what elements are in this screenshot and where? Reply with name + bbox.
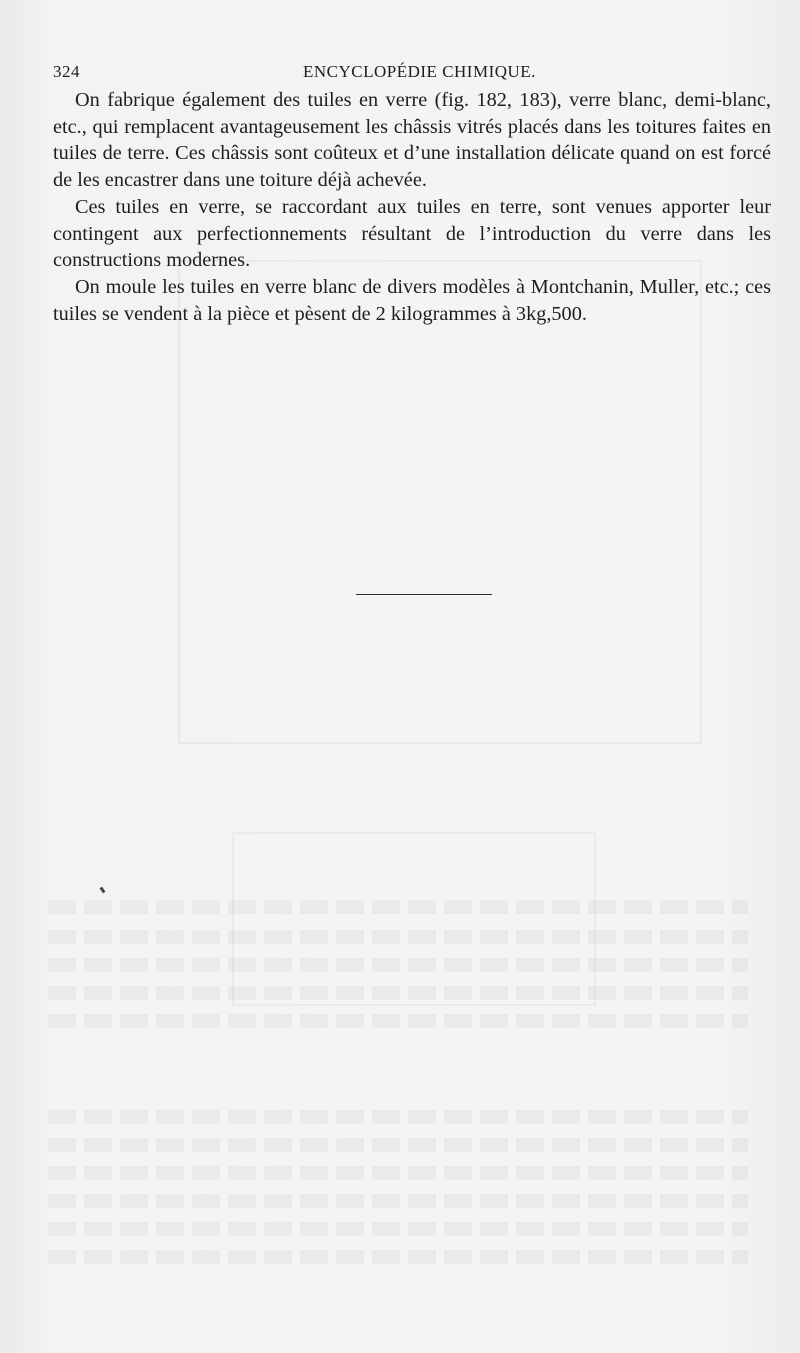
show-through-text-line <box>48 1250 748 1264</box>
show-through-text-line <box>48 1014 748 1028</box>
show-through-text-line <box>48 1194 748 1208</box>
show-through-text-line <box>48 1166 748 1180</box>
show-through-figure-lower <box>232 832 596 1006</box>
body-text <box>53 87 771 327</box>
show-through-figure-upper <box>178 260 702 744</box>
show-through-text-line <box>48 958 748 972</box>
page-number: 324 <box>53 62 80 81</box>
show-through-text-line <box>48 1138 748 1152</box>
show-through-text-line <box>48 986 748 1000</box>
paragraph-glass-tiles-intro: On fabrique également des tuiles en verre (fig. 182, 183), verre blanc, demi-blanc, etc., qui remplacent avantageusement les châssis vitrés placés dans les toitures faites en tuiles de terre. Ces châssis sont coûteux et d’une installation délicate quand on est forcé de les encastrer dans une toiture déjà achevée. <box>53 89 771 192</box>
show-through-text-line <box>48 900 748 914</box>
section-rule <box>356 594 492 595</box>
paragraph-glass-tiles-molding: On moule les tuiles en verre blanc de divers modèles à Montchanin, Muller, etc.; ces tuiles se vendent à la pièce et pèsent de 2 kilogrammes à 3kg,500. <box>53 275 771 325</box>
show-through-text-line <box>48 1222 748 1236</box>
paragraph-glass-tiles-contribution: Ces tuiles en verre, se raccordant aux tuiles en terre, sont venues apporter leur contingent aux perfectionnements résultant de l’introduction du verre dans les constructions modernes. <box>53 195 771 272</box>
page-header <box>53 62 763 86</box>
running-head: ENCYCLOPÉDIE CHIMIQUE. <box>303 62 536 81</box>
stray-mark <box>100 887 106 894</box>
show-through-text-line <box>48 1110 748 1124</box>
show-through-text-line <box>48 930 748 944</box>
